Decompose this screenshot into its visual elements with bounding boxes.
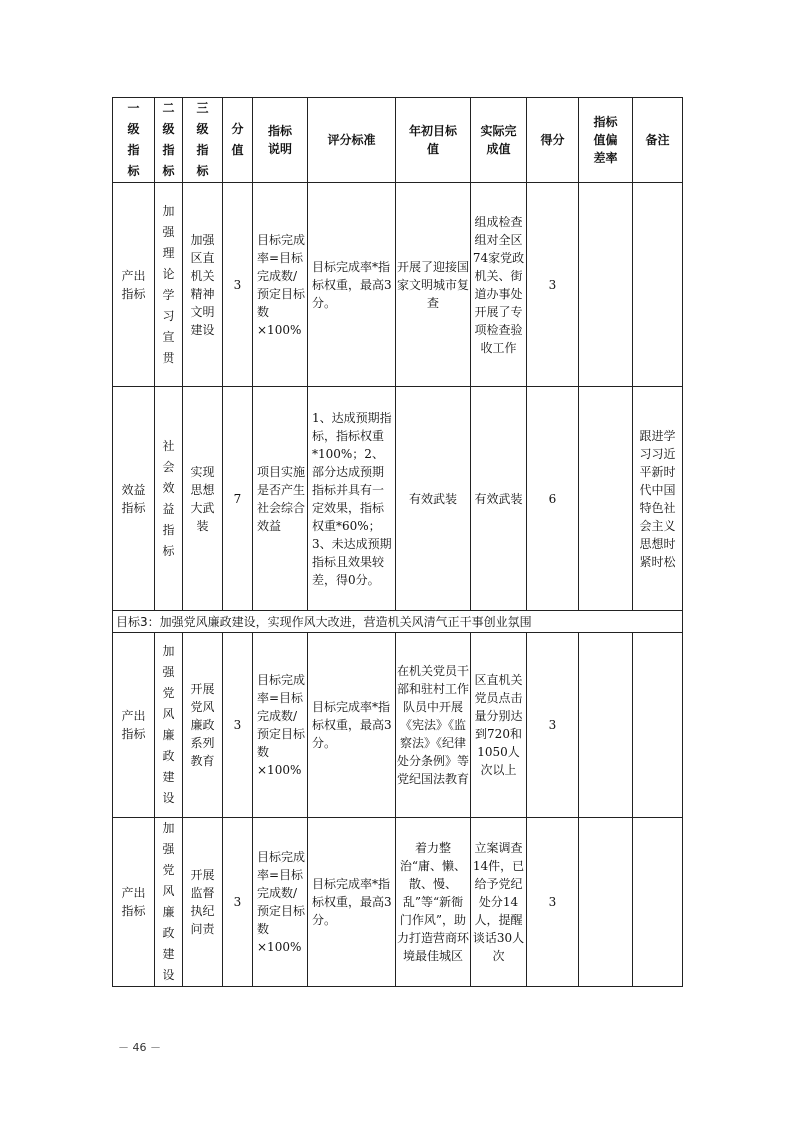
l1-cell: 产出指标 (113, 633, 155, 818)
deviation-cell (579, 818, 633, 987)
criteria-cell: 目标完成率*指标权重，最高3分。 (308, 183, 396, 387)
performance-table (112, 97, 683, 987)
l1-cell: 产出指标 (113, 183, 155, 387)
criteria-cell: 1、达成预期指标，指标权重*100%；2、部分达成预期指标并具有一定效果，指标权重*60%；3、未达成预期指标且效果较差，得0分。 (308, 387, 396, 611)
header-cell: 三级指标 (183, 98, 223, 183)
header-cell: 评分标准 (308, 98, 396, 183)
note-cell (633, 183, 683, 387)
deviation-cell (579, 387, 633, 611)
target-cell: 着力整治“庸、懒、散、慢、乱”等“新衙门作风”，助力打造营商环境最佳城区 (396, 818, 471, 987)
score-cell: 3 (223, 818, 253, 987)
l3-cell: 开展监督执纪问责 (183, 818, 223, 987)
score-cell: 7 (223, 387, 253, 611)
target-cell: 有效武装 (396, 387, 471, 611)
header-row (113, 98, 683, 183)
points-cell: 3 (527, 183, 579, 387)
header-cell: 年初目标值 (396, 98, 471, 183)
l1-cell: 效益指标 (113, 387, 155, 611)
actual-cell: 立案调查14件，已给予党纪处分14人，提醒谈话30人次 (471, 818, 527, 987)
criteria-cell: 目标完成率*指标权重，最高3分。 (308, 633, 396, 818)
header-cell: 一级指标 (113, 98, 155, 183)
desc-cell: 目标完成率=目标完成数/预定目标数×100% (253, 183, 308, 387)
header-cell: 指标值偏差率 (579, 98, 633, 183)
header-cell: 分值 (223, 98, 253, 183)
score-cell: 3 (223, 633, 253, 818)
table-row (113, 183, 683, 387)
deviation-cell (579, 633, 633, 818)
l1-cell: 产出指标 (113, 818, 155, 987)
note-cell (633, 633, 683, 818)
l3-cell: 开展党风廉政系列教育 (183, 633, 223, 818)
actual-cell: 区直机关党员点击量分别达到720和1050人次以上 (471, 633, 527, 818)
table-row (113, 633, 683, 818)
points-cell: 3 (527, 633, 579, 818)
l2-cell: 加强理论学习宣贯 (155, 183, 183, 387)
score-cell: 3 (223, 183, 253, 387)
l3-cell: 实现思想大武装 (183, 387, 223, 611)
header-cell: 二级指标 (155, 98, 183, 183)
header-cell: 实际完成值 (471, 98, 527, 183)
points-cell: 6 (527, 387, 579, 611)
l2-cell: 加强党风廉政建设 (155, 633, 183, 818)
l2-cell: 加强党风廉政建设 (155, 818, 183, 987)
table-row (113, 387, 683, 611)
note-cell: 跟进学习习近平新时代中国特色社会主义思想时紧时松 (633, 387, 683, 611)
l3-cell: 加强区直机关精神文明建设 (183, 183, 223, 387)
header-cell: 得分 (527, 98, 579, 183)
desc-cell: 目标完成率=目标完成数/预定目标数×100% (253, 633, 308, 818)
header-cell: 指标说明 (253, 98, 308, 183)
desc-cell: 项目实施是否产生社会综合效益 (253, 387, 308, 611)
target-cell: 在机关党员干部和驻村工作队员中开展《宪法》《监察法》《纪律处分条例》等党纪国法教育 (396, 633, 471, 818)
header-cell: 备注 (633, 98, 683, 183)
criteria-cell: 目标完成率*指标权重，最高3分。 (308, 818, 396, 987)
note-cell (633, 818, 683, 987)
target-cell: 开展了迎接国家文明城市复查 (396, 183, 471, 387)
goal-3-heading: 目标3：加强党风廉政建设，实现作风大改进，营造机关风清气正干事创业氛围 (113, 611, 683, 633)
page-number: － 46 － (118, 1041, 161, 1054)
actual-cell: 组成检查组对全区74家党政机关、街道办事处开展了专项检查验收工作 (471, 183, 527, 387)
l2-cell: 社会效益指标 (155, 387, 183, 611)
goal-row (113, 611, 683, 633)
points-cell: 3 (527, 818, 579, 987)
deviation-cell (579, 183, 633, 387)
table-row (113, 818, 683, 987)
actual-cell: 有效武装 (471, 387, 527, 611)
desc-cell: 目标完成率=目标完成数/预定目标数×100% (253, 818, 308, 987)
